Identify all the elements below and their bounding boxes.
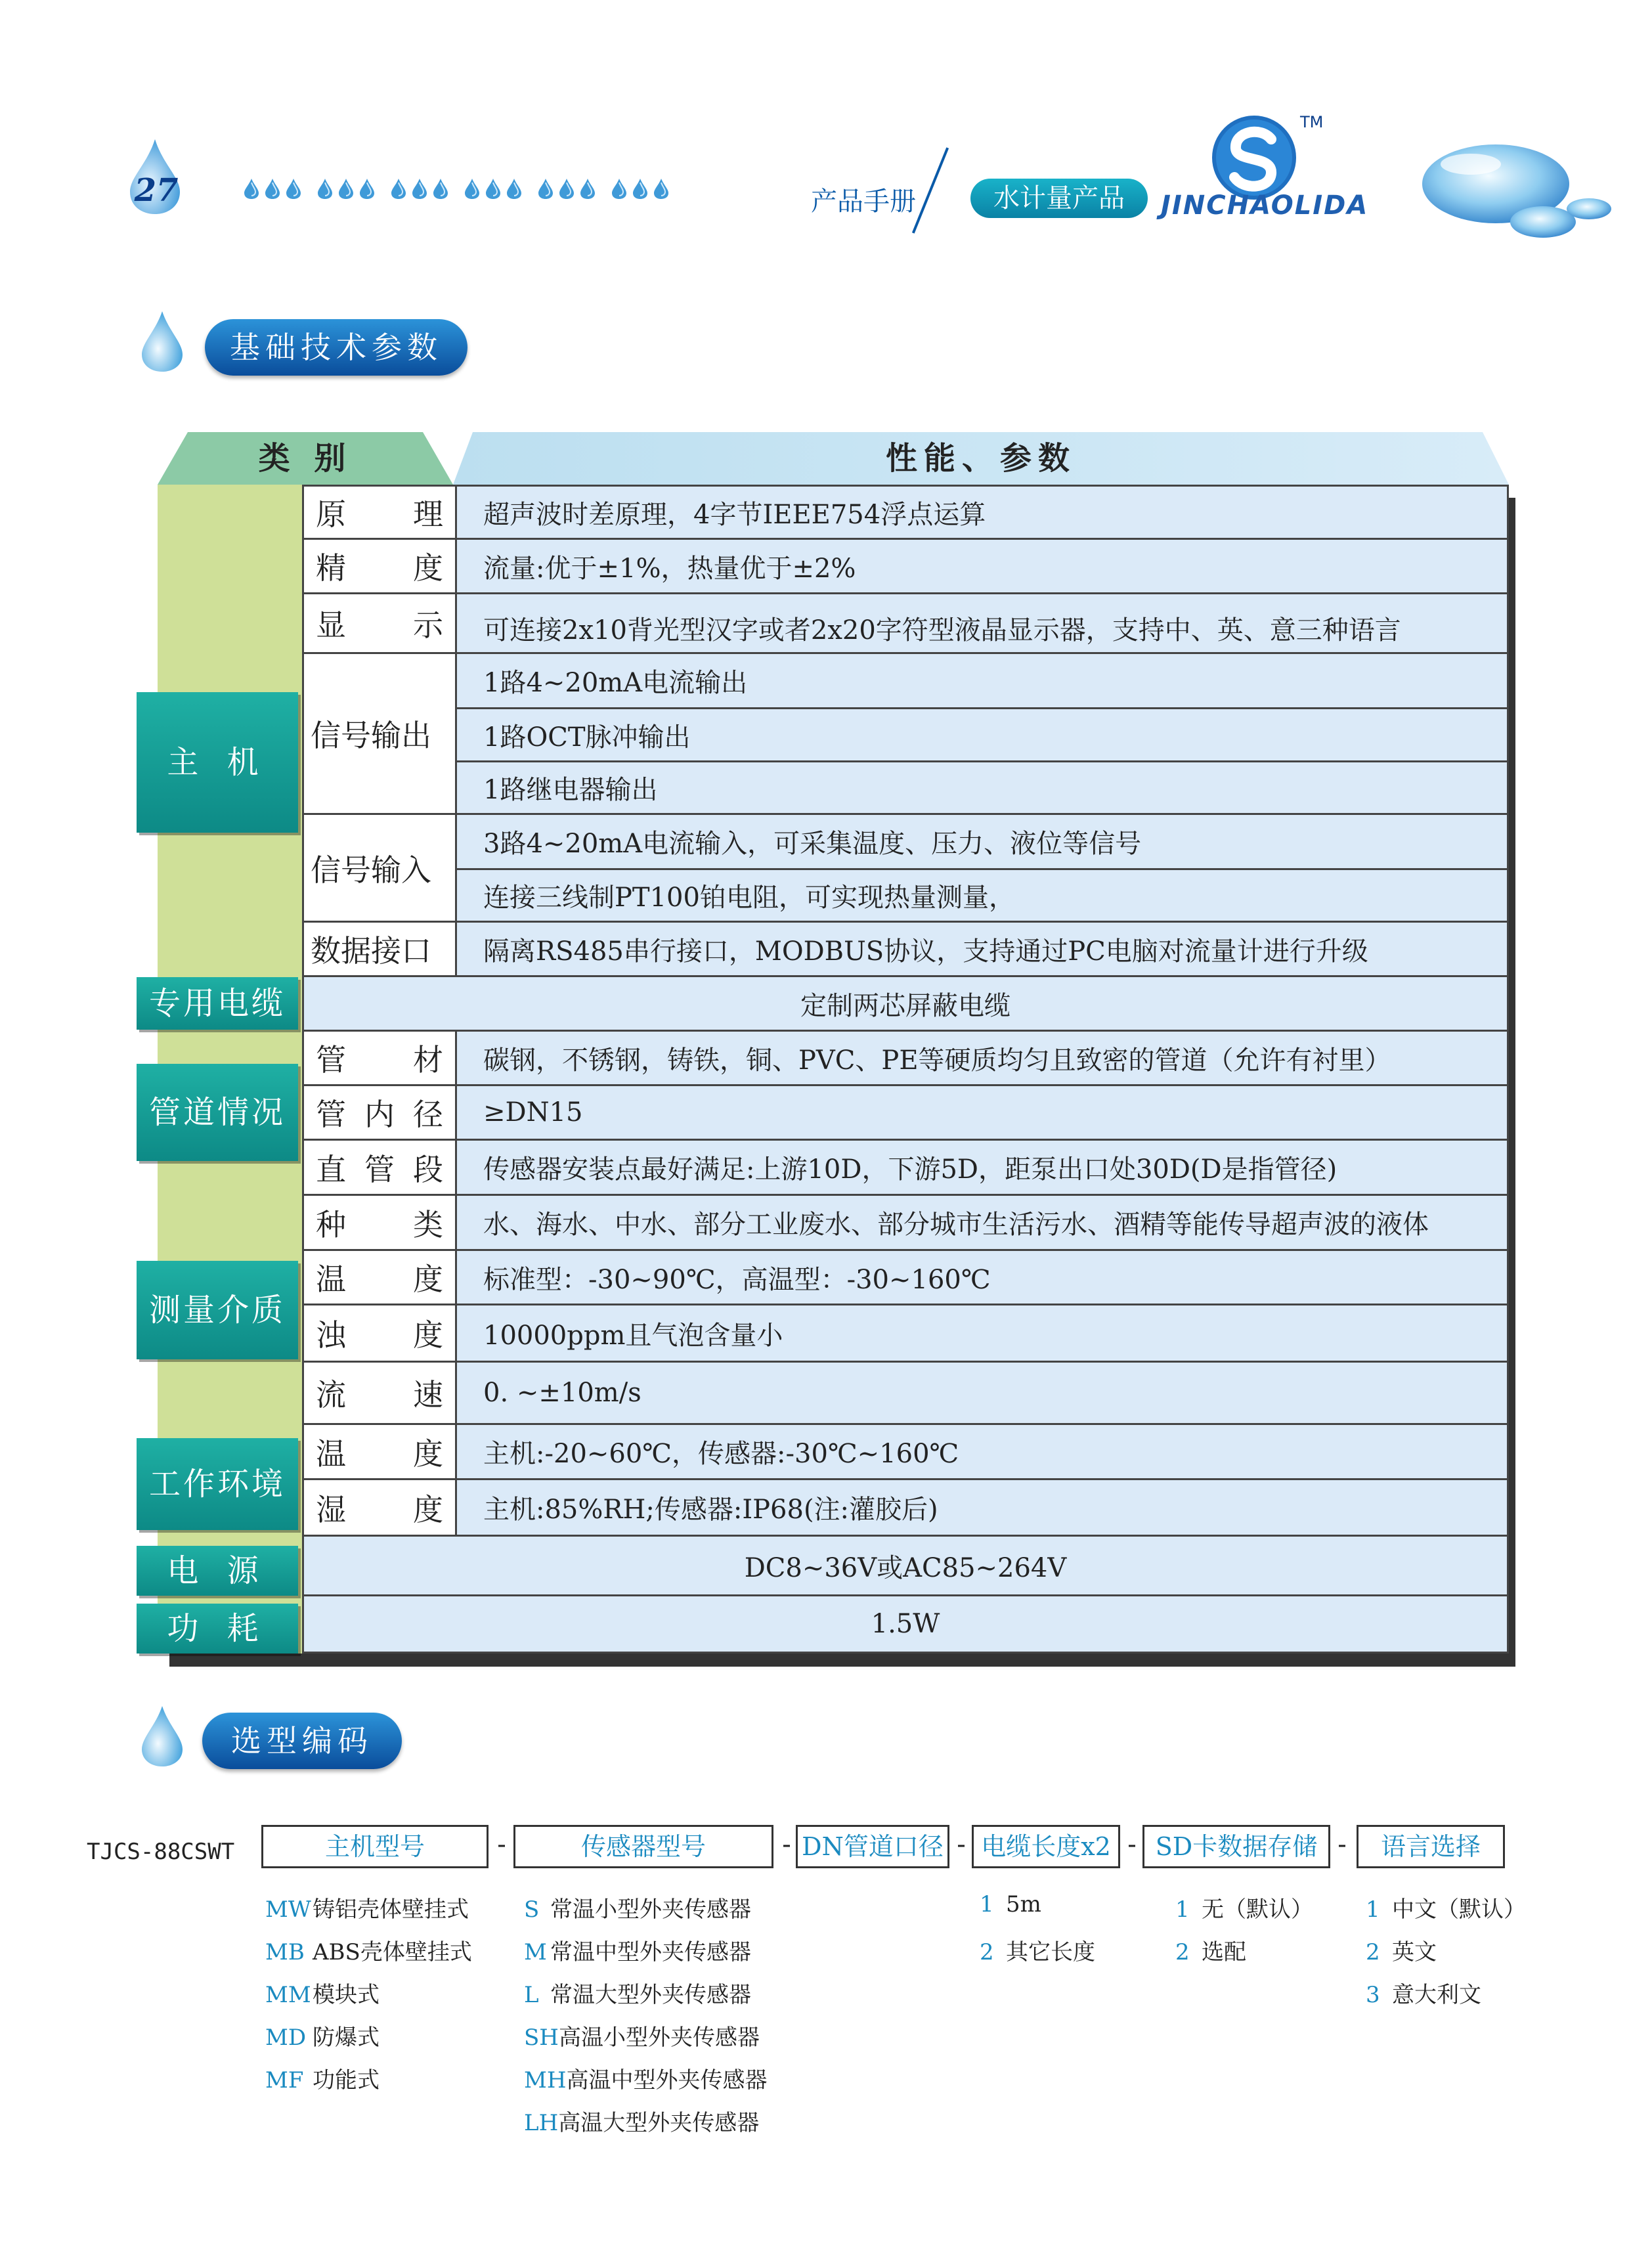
label-char: 温 (316, 1261, 346, 1297)
code-dash: - (1127, 1830, 1137, 1860)
value-consumption: 1.5W (302, 1594, 1509, 1654)
row-label-medium-temp (302, 1249, 457, 1305)
row-label-medium-type (302, 1194, 457, 1251)
category-cable: 专用电缆 (137, 977, 298, 1030)
model-number: TJCS-88CSWT (87, 1839, 235, 1865)
mini-drop-icon (243, 177, 260, 200)
decorative-drops (243, 177, 684, 206)
mini-drop-icon (537, 177, 554, 200)
list-item: MW铸铝壳体壁挂式 (265, 1896, 469, 1923)
value-turbidity: 10000ppm且气泡含量小 (455, 1304, 1509, 1363)
label-char: 度 (413, 1491, 443, 1527)
list-item: 3 意大利文 (1366, 1982, 1481, 2008)
header-performance: 性能、参数 (885, 440, 1076, 477)
label-char: 管 (364, 1151, 395, 1187)
category-consumption: 功 耗 (137, 1604, 298, 1654)
label-char: 内 (364, 1097, 395, 1132)
category-power: 电 源 (137, 1546, 298, 1596)
label-char: 度 (413, 1261, 443, 1297)
label-char: 段 (413, 1151, 443, 1187)
value-cable: 定制两芯屏蔽电缆 (302, 975, 1509, 1032)
list-item: MB ABS壳体壁挂式 (265, 1939, 472, 1965)
brand-logo-icon (1208, 112, 1300, 204)
value-principle: 超声波时差原理，4字节IEEE754浮点运算 (455, 485, 1509, 540)
mini-drop-icon (432, 177, 449, 200)
mini-drop-icon (390, 177, 407, 200)
row-label-principle (302, 485, 457, 540)
mini-drop-icon (485, 177, 502, 200)
value-display: 可连接2x10背光型汉字或者2x20字符型液晶显示器，支持中、英、意三种语言 (455, 592, 1509, 654)
row-label-velocity (302, 1361, 457, 1425)
label-char: 度 (413, 550, 443, 586)
label-char: 管 (316, 1042, 346, 1078)
row-label-env-humidity (302, 1478, 457, 1537)
list-item: 1 无（默认） (1175, 1896, 1313, 1923)
list-item: 2 选配 (1175, 1939, 1246, 1965)
label-char: 湿 (316, 1491, 346, 1527)
code-dash: - (497, 1830, 506, 1860)
category-host: 主 机 (137, 692, 298, 833)
row-label-signal-output: 信号输出 (302, 652, 457, 815)
value-medium-type: 水、海水、中水、部分工业废水、部分城市生活污水、酒精等能传导超声波的液体 (455, 1194, 1509, 1251)
label-char: 示 (413, 607, 443, 643)
category-pipe: 管道情况 (137, 1064, 298, 1161)
label-char: 度 (413, 1317, 443, 1353)
mini-drop-icon (411, 177, 428, 200)
label-char: 直 (316, 1151, 346, 1187)
mini-drop-icon (558, 177, 575, 200)
header-category: 类 别 (258, 440, 353, 477)
code-box-dn: DN管道口径 (796, 1825, 949, 1868)
code-box-sensor: 传感器型号 (513, 1825, 773, 1868)
row-label-display (302, 592, 457, 654)
category-environment: 工作环境 (137, 1438, 298, 1530)
label-char: 浊 (316, 1317, 346, 1353)
water-splash-icon (1418, 138, 1615, 243)
mini-drop-icon (285, 177, 302, 200)
label-char: 材 (413, 1042, 443, 1078)
list-item: 2 英文 (1366, 1939, 1437, 1965)
row-label-pipe-diameter (302, 1084, 457, 1141)
list-item: M 常温中型外夹传感器 (524, 1939, 751, 1965)
row-label-straight-pipe (302, 1139, 457, 1196)
list-item: MH高温中型外夹传感器 (524, 2067, 768, 2093)
section-title-specs: 基础技术参数 (205, 319, 467, 376)
value-signal-output-2: 1路OCT脉冲输出 (455, 707, 1509, 762)
row-label-turbidity (302, 1304, 457, 1363)
row-label-interface: 数据接口 (302, 921, 457, 977)
value-signal-input-1: 3路4~20mA电流输入，可采集温度、压力、液位等信号 (455, 813, 1509, 870)
value-accuracy: 流量:优于±1%，热量优于±2% (455, 538, 1509, 594)
value-power: DC8~36V或AC85~264V (302, 1535, 1509, 1596)
section-drop-icon (141, 1705, 184, 1768)
row-label-signal-input: 信号输入 (302, 813, 457, 923)
brand-name: JINCHAOLIDA (1161, 190, 1369, 221)
mini-drop-icon (632, 177, 649, 200)
list-item: SH高温小型外夹传感器 (524, 2025, 760, 2051)
value-pipe-diameter: ≥DN15 (455, 1084, 1509, 1141)
category-badge: 水计量产品 (970, 179, 1148, 218)
label-char: 种 (316, 1206, 346, 1242)
mini-drop-icon (359, 177, 376, 200)
list-item: MF 功能式 (265, 2067, 380, 2093)
manual-label: 产品手册 (811, 186, 916, 217)
list-item: 2 其它长度 (980, 1939, 1095, 1965)
list-item: 1 5m (980, 1891, 1041, 1917)
value-env-humidity: 主机:85%RH;传感器:IP68(注:灌胶后) (455, 1478, 1509, 1537)
label-char: 理 (413, 496, 443, 532)
value-straight-pipe: 传感器安装点最好满足:上游10D，下游5D，距泵出口处30D(D是指管径) (455, 1139, 1509, 1196)
label-char: 速 (413, 1377, 443, 1413)
list-item: LH高温大型外夹传感器 (524, 2110, 760, 2136)
list-item: S 常温小型外夹传感器 (524, 1896, 751, 1923)
list-item: MM模块式 (265, 1982, 380, 2008)
label-char: 原 (316, 496, 346, 532)
value-velocity: 0. ~±10m/s (455, 1361, 1509, 1425)
code-box-cable: 电缆长度x2 (972, 1825, 1120, 1868)
mini-drop-icon (316, 177, 334, 200)
code-box-sd: SD卡数据存储 (1142, 1825, 1330, 1868)
code-box-host: 主机型号 (261, 1825, 489, 1868)
mini-drop-icon (337, 177, 355, 200)
section-title-code: 选型编码 (202, 1713, 402, 1769)
page-number: 27 (134, 172, 179, 209)
label-char: 显 (316, 607, 346, 643)
trademark: TM (1300, 113, 1324, 131)
label-char: 度 (413, 1435, 443, 1472)
value-signal-output-1: 1路4~20mA电流输出 (455, 652, 1509, 709)
code-box-language: 语言选择 (1357, 1825, 1505, 1868)
value-signal-output-3: 1路继电器输出 (455, 760, 1509, 815)
mini-drop-icon (464, 177, 481, 200)
row-label-env-temp (302, 1423, 457, 1480)
row-label-accuracy (302, 538, 457, 594)
label-char: 流 (316, 1377, 346, 1413)
value-env-temp: 主机:-20~60℃，传感器:-30℃~160℃ (455, 1423, 1509, 1480)
section-drop-icon (141, 310, 184, 373)
value-pipe-material: 碳钢，不锈钢，铸铁，铜、PVC、PE等硬质均匀且致密的管道（允许有衬里） (455, 1030, 1509, 1086)
label-char: 径 (413, 1097, 443, 1132)
mini-drop-icon (506, 177, 523, 200)
value-signal-input-2: 连接三线制PT100铂电阻，可实现热量测量， (455, 868, 1509, 923)
mini-drop-icon (653, 177, 670, 200)
code-dash: - (957, 1830, 966, 1860)
header-divider (912, 147, 949, 233)
label-char: 管 (316, 1097, 346, 1132)
category-medium: 测量介质 (137, 1261, 298, 1359)
label-char: 精 (316, 550, 346, 586)
label-char: 温 (316, 1435, 346, 1472)
list-item: MD 防爆式 (265, 2025, 380, 2051)
code-dash: - (1337, 1830, 1347, 1860)
row-label-pipe-material (302, 1030, 457, 1086)
list-item: 1 中文（默认） (1366, 1896, 1526, 1923)
mini-drop-icon (579, 177, 596, 200)
code-dash: - (782, 1830, 791, 1860)
mini-drop-icon (611, 177, 628, 200)
list-item: L 常温大型外夹传感器 (524, 1982, 751, 2008)
mini-drop-icon (264, 177, 281, 200)
label-char: 类 (413, 1206, 443, 1242)
value-interface: 隔离RS485串行接口，MODBUS协议，支持通过PC电脑对流量计进行升级 (455, 921, 1509, 977)
value-medium-temp: 标准型：-30~90℃，高温型：-30~160℃ (455, 1249, 1509, 1305)
